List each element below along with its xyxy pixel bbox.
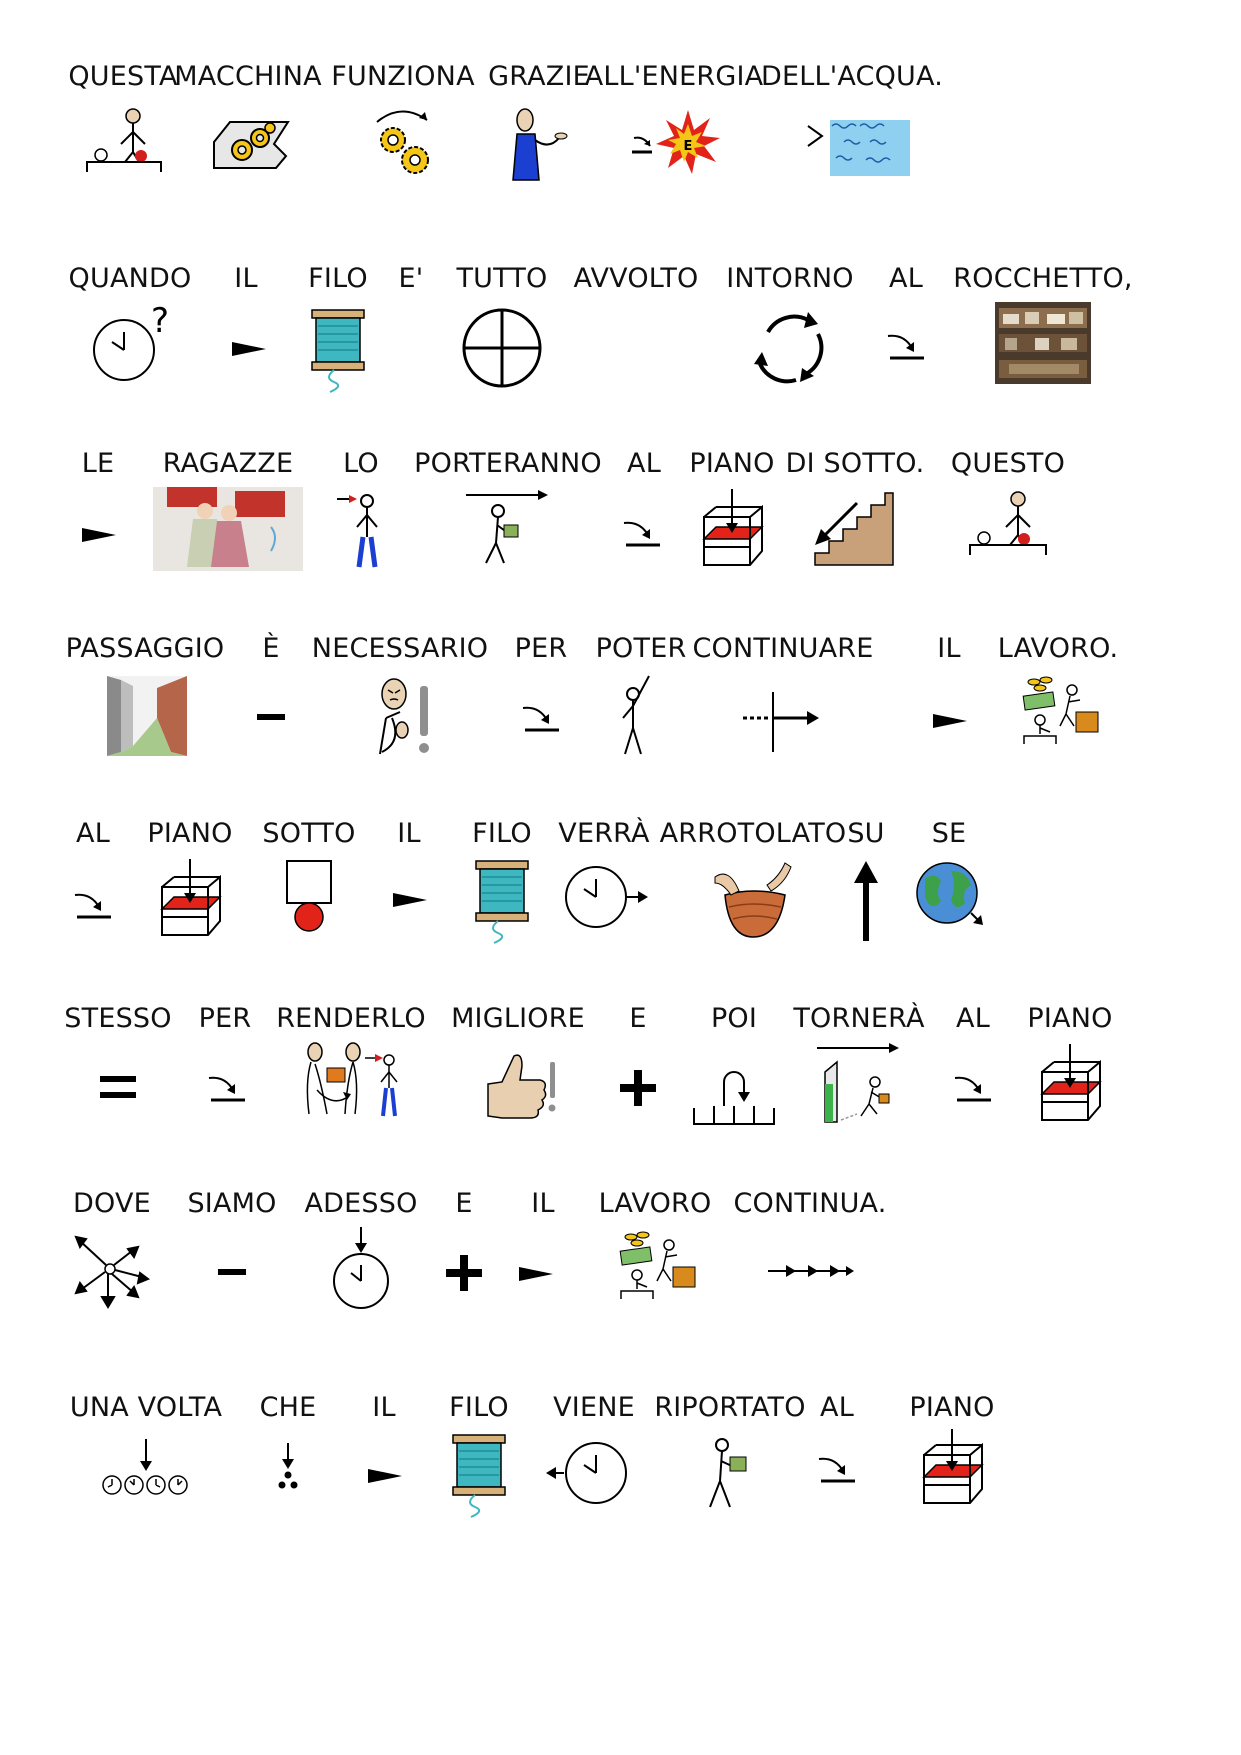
word-label: DELL'ACQUA. <box>761 61 943 92</box>
floor-box-icon <box>1022 1042 1118 1132</box>
word-label: IL <box>234 263 258 294</box>
gears-rotating-icon <box>355 100 451 190</box>
word-label: ARROTOLATO <box>659 818 847 849</box>
word-cell <box>980 1002 1160 1132</box>
dash-icon <box>223 672 319 762</box>
word-label: GRAZIE <box>488 61 590 92</box>
clock-future-icon <box>556 857 652 947</box>
give-to-person-icon <box>303 1042 399 1132</box>
word-label: DI SOTTO. <box>785 448 925 479</box>
word-label: ADESSO <box>304 1188 418 1219</box>
to-arrow-icon <box>177 1042 273 1132</box>
word-label: IL <box>937 633 961 664</box>
word-label: RIPORTATO <box>654 1392 806 1423</box>
word-label: TORNERÀ <box>793 1003 925 1034</box>
word-label: QUESTO <box>950 448 1066 479</box>
person-can-icon <box>593 672 689 762</box>
word-cell <box>862 1391 1042 1521</box>
word-label: RENDERLO <box>276 1003 426 1034</box>
person-exclamation-icon <box>352 672 448 762</box>
word-label: DOVE <box>73 1188 151 1219</box>
word-cell <box>953 262 1133 392</box>
word-label: AL <box>76 818 110 849</box>
spool-of-thread-icon <box>290 302 386 392</box>
word-cell <box>762 60 942 190</box>
word-label: PER <box>198 1003 252 1034</box>
word-label: SOTTO <box>262 818 356 849</box>
word-label: PORTERANNO <box>414 448 602 479</box>
machine-gears-icon <box>200 100 296 190</box>
word-label: E' <box>398 263 424 294</box>
word-label: INTORNO <box>726 263 854 294</box>
word-label: LAVORO <box>598 1188 712 1219</box>
pronoun-person-icon <box>313 487 409 577</box>
word-cell <box>158 60 338 190</box>
word-label: QUESTA <box>68 61 178 92</box>
word-cell <box>261 1002 441 1132</box>
dash-icon <box>184 1227 280 1317</box>
work-icon <box>1010 672 1106 762</box>
svg-text:?: ? <box>150 301 170 341</box>
word-label: TUTTO <box>456 263 548 294</box>
person-thanks-icon <box>491 100 587 190</box>
word-label: AL <box>956 1003 990 1034</box>
word-label: AL <box>820 1392 854 1423</box>
word-label: LAVORO. <box>997 633 1119 664</box>
word-label: FILO <box>449 1392 509 1423</box>
clock-come-icon <box>546 1431 642 1521</box>
word-label: IL <box>372 1392 396 1423</box>
to-arrow-icon <box>858 302 954 392</box>
word-label: IL <box>397 818 421 849</box>
word-label: UNA VOLTA <box>69 1392 223 1423</box>
word-label: È <box>262 633 280 664</box>
word-label: SIAMO <box>187 1188 277 1219</box>
article-arrow-icon <box>50 487 146 577</box>
word-label: QUANDO <box>68 263 192 294</box>
word-label: AL <box>627 448 661 479</box>
word-label: E <box>455 1188 473 1219</box>
globe-icon <box>901 857 997 947</box>
word-label: E <box>629 1003 647 1034</box>
word-label: MIGLIORE <box>451 1003 585 1034</box>
word-label: LO <box>343 448 379 479</box>
word-label: VIENE <box>553 1392 635 1423</box>
word-label: FILO <box>308 263 368 294</box>
continue-arrow-icon <box>735 672 831 762</box>
floor-box-icon <box>904 1431 1000 1521</box>
person-pointing-icon <box>75 100 171 190</box>
word-label: ROCCHETTO, <box>953 263 1133 294</box>
word-label: STESSO <box>64 1003 172 1034</box>
word-cell <box>968 632 1148 762</box>
word-label: VERRÀ <box>558 818 650 849</box>
word-cell <box>720 1187 900 1317</box>
word-label: FUNZIONA <box>331 61 475 92</box>
word-label: SE <box>931 818 967 849</box>
word-cell <box>859 817 1039 947</box>
stairs-down-icon <box>807 487 903 577</box>
person-pointing-icon <box>960 487 1056 577</box>
word-label: CONTINUA. <box>733 1188 887 1219</box>
word-label: PIANO <box>147 818 233 849</box>
word-label: NECESSARIO <box>311 633 489 664</box>
word-label: ALL'ENERGIA <box>584 61 764 92</box>
then-icon <box>686 1042 782 1132</box>
word-cell <box>918 447 1098 577</box>
word-label: PER <box>514 633 568 664</box>
word-cell <box>584 60 764 190</box>
word-label: POTER <box>595 633 687 664</box>
continues-arrows-icon <box>762 1227 858 1317</box>
word-label: PIANO <box>689 448 775 479</box>
word-label: SU <box>847 818 885 849</box>
word-label: AVVOLTO <box>573 263 699 294</box>
word-label: RAGAZZE <box>162 448 294 479</box>
word-cell <box>546 262 726 296</box>
word-label: IL <box>531 1188 555 1219</box>
word-label: PIANO <box>1027 1003 1113 1034</box>
word-label: PASSAGGIO <box>65 633 225 664</box>
word-label: CONTINUARE <box>692 633 874 664</box>
water-icon <box>804 100 900 190</box>
word-label: PIANO <box>909 1392 995 1423</box>
word-label: LE <box>81 448 115 479</box>
passage-icon <box>97 672 193 762</box>
word-cell <box>565 1187 745 1317</box>
word-label: AL <box>889 263 923 294</box>
work-icon <box>607 1227 703 1317</box>
word-cell <box>693 632 873 762</box>
word-label: CHE <box>259 1392 317 1423</box>
word-label: POI <box>710 1003 758 1034</box>
svg-text:E: E <box>683 139 693 154</box>
word-label: FILO <box>472 818 532 849</box>
circle-cross-icon <box>454 302 550 392</box>
spool-rack-photo-icon <box>995 302 1091 392</box>
person-carrying-box-icon <box>460 487 556 577</box>
word-label: MACCHINA <box>174 61 322 92</box>
once-clocks-icon <box>98 1431 194 1521</box>
energy-burst-icon <box>626 100 722 190</box>
